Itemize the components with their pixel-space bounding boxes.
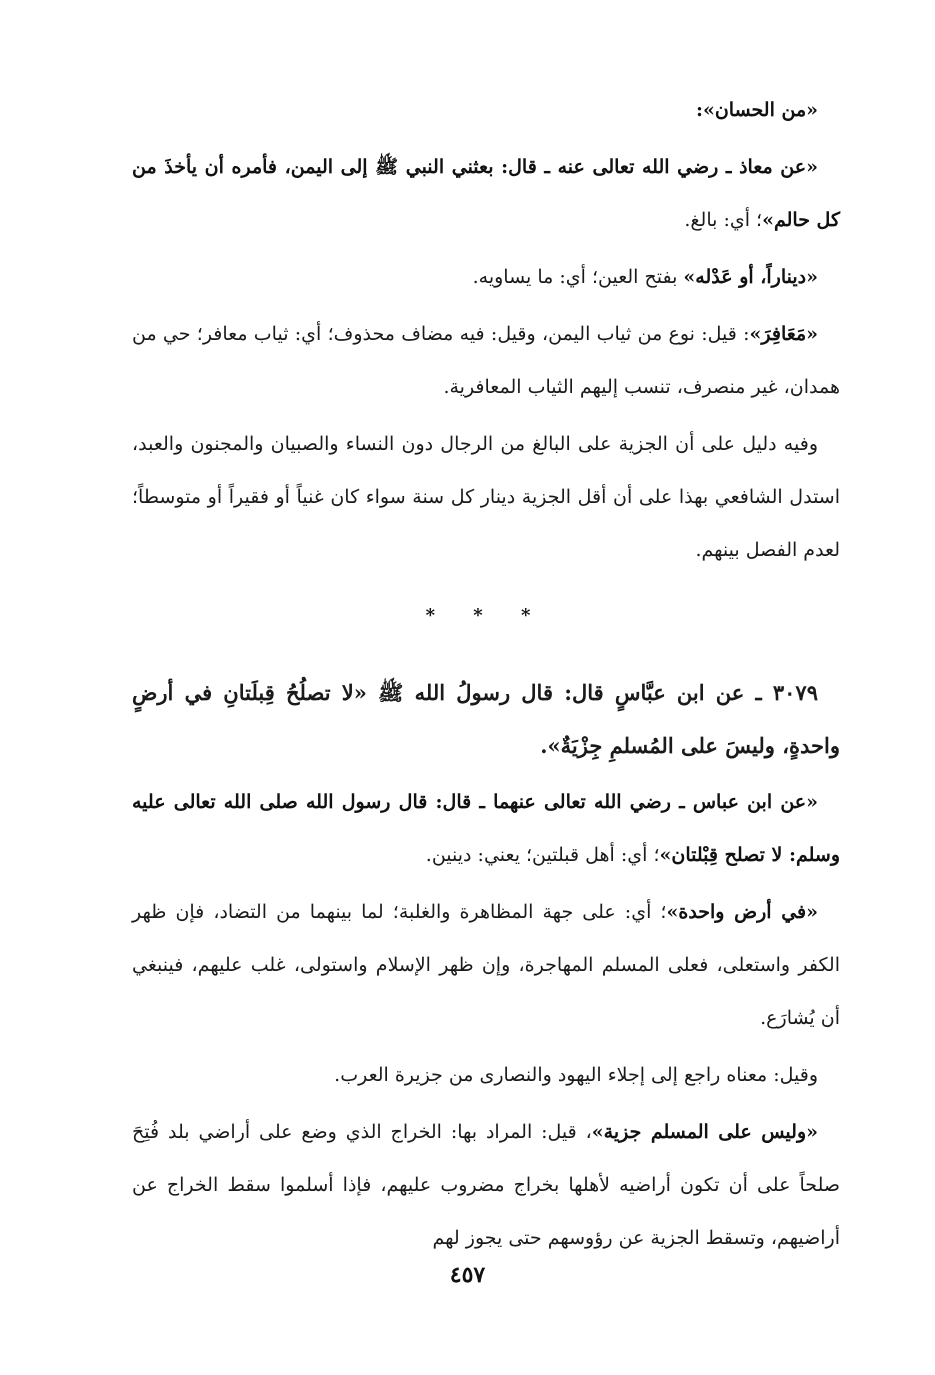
commentary-text: ؛ أي: على جهة المظاهرة والغلبة؛ لما بينهما من التضاد، فإن ظهر الكفر واستعلى، فعلى المسلم المهاجرة، وإن ظهر الإسلام واستولى، غلب عليهم، فينبغي أن يُشارَع.: [132, 901, 840, 1029]
commentary-paragraph-7: وقيل: معناه راجع إلى إجلاء اليهود والنصارى من جزيرة العرب.: [334, 1064, 818, 1086]
quoted-text: «ديناراً، أو عَدْله»: [683, 266, 818, 288]
quoted-text: «مَعَافِرَ»: [749, 323, 818, 345]
section-separator: * * *: [425, 605, 547, 626]
commentary-paragraph-1: [132, 141, 840, 247]
commentary-paragraph-8: [132, 1106, 840, 1265]
commentary-paragraph-3: [132, 308, 840, 414]
quoted-text: «في أرض واحدة»: [666, 901, 819, 923]
quoted-text: «وليس على المسلم جزية»: [591, 1121, 818, 1143]
page-body: [132, 84, 840, 1269]
commentary-paragraph-4: وفيه دليل على أن الجزية على البالغ من الرجال دون النساء والصبيان والمجنون والعبد، استدل الشافعي بهذا على أن أقل الجزية دينار كل سنة سواء كان غنياً أو فقيراً أو متوسطاً؛ لعدم الفصل بينهم.: [132, 433, 840, 561]
quoted-text: «عن معاذ ـ رضي الله تعالى عنه ـ قال: بعثني النبي ﷺ إلى اليمن، فأمره أن يأخذَ من كل حالم»: [132, 156, 840, 231]
quoted-text: «عن ابن عباس ـ رضي الله تعالى عنهما ـ قال: قال رسول الله صلى الله تعالى عليه وسلم: لا تصلح قِبْلتان»: [132, 791, 840, 866]
commentary-text: بفتح العين؛ أي: ما يساويه.: [472, 266, 684, 288]
page-number: ٤٥٧: [449, 1262, 486, 1288]
hadith-text: ٣٠٧٩ ـ عن ابن عبَّاسٍ قال: قال رسولُ الله ﷺ «لا تصلُحُ قِبلَتانِ في أرضٍ واحدةٍ، وليسَ على المُسلمِ جِزْيَةٌ».: [132, 680, 840, 758]
commentary-text: : قيل: نوع من ثياب اليمن، وقيل: فيه مضاف محذوف؛ أي: ثياب معافر؛ حي من همدان، غير منصرف، تنسب إليهم الثياب المعافرية.: [132, 323, 840, 398]
commentary-paragraph-2: [132, 251, 840, 304]
section-heading: [132, 84, 840, 137]
commentary-paragraph-6: [132, 886, 840, 1045]
commentary-paragraph-5: [132, 776, 840, 882]
commentary-text: ؛ أي: أهل قبلتين؛ يعني: دينين.: [425, 844, 660, 866]
commentary-text: ، قيل: المراد بها: الخراج الذي وضع على أراضي بلد فُتِحَ صلحاً على أن تكون أراضيه لأهلها بخراج مضروب عليهم، فإذا أسلموا سقط الخراج عن أراضيهم، وتسقط الجزية عن رؤوسهم حتى يجوز لهم: [132, 1121, 840, 1249]
section-heading-text: «من الحسان»:: [695, 99, 818, 121]
commentary-text: ؛ أي: بالغ.: [684, 209, 763, 231]
